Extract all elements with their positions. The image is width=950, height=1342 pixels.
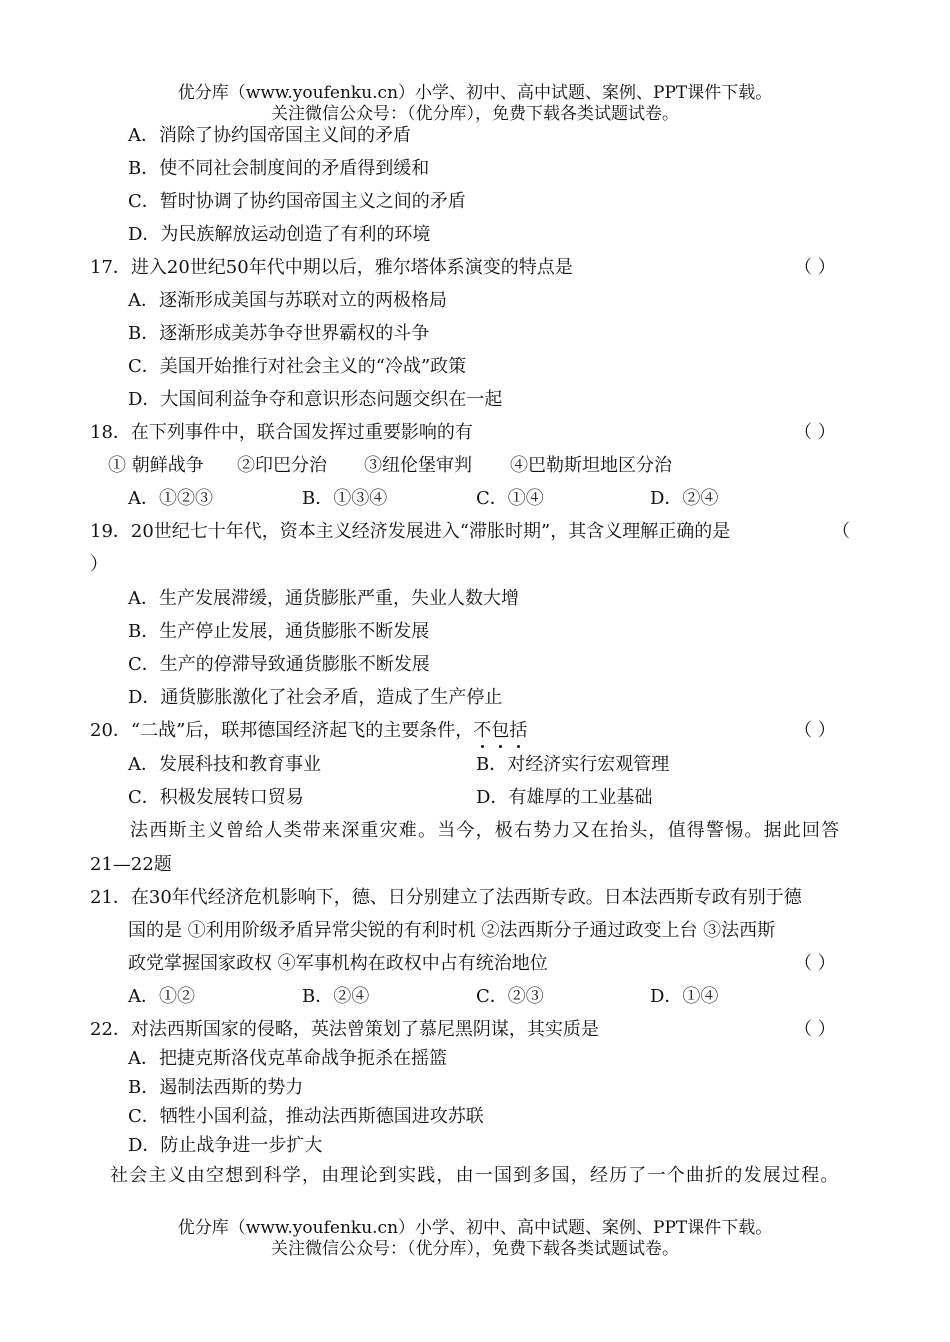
q18-item-1: ① 朝鲜战争 <box>108 455 204 476</box>
q17-stem: 17．进入20世纪50年代中期以后，雅尔塔体系演变的特点是 <box>90 257 573 278</box>
q20-stem-text: 20．“二战”后，联邦德国经济起飞的主要条件， <box>90 720 474 741</box>
q20-option-d: D．有雄厚的工业基础 <box>476 787 653 808</box>
q16-option-c: C．暂时协调了协约国帝国主义之间的矛盾 <box>128 191 466 212</box>
q17-option-c: C．美国开始推行对社会主义的“冷战”政策 <box>128 356 467 377</box>
q21-answer-paren: （ ） <box>794 953 836 974</box>
q22-answer-paren: （ ） <box>794 1019 836 1040</box>
q19-option-a: A．生产发展滞缓，通货膨胀严重，失业人数大增 <box>128 588 519 609</box>
q22-stem: 22．对法西斯国家的侵略，英法曾策划了慕尼黑阴谋，其实质是 <box>90 1019 599 1040</box>
q22-option-a: A．把捷克斯洛伐克革命战争扼杀在摇篮 <box>128 1048 447 1069</box>
q18-option-a: A．①②③ <box>128 488 213 509</box>
q20-emphasis-char-1: 不 <box>473 716 491 742</box>
q21-stem-line-2: 国的是 ①利用阶级矛盾异常尖锐的有利时机 ②法西斯分子通过政变上台 ③法西斯 <box>128 920 776 941</box>
q21-option-a: A．①② <box>128 986 195 1007</box>
q20-emphasis-char-2: 包 <box>491 716 509 742</box>
q18-stem: 18．在下列事件中，联合国发挥过重要影响的有 <box>90 422 473 443</box>
q19-paren-open: （ <box>832 521 850 542</box>
q16-option-a: A．消除了协约国帝国主义间的矛盾 <box>128 125 411 146</box>
q19-option-c: C．生产的停滞导致通货膨胀不断发展 <box>128 654 430 675</box>
q19-paren-close: ） <box>90 554 108 575</box>
q21-option-d: D．①④ <box>650 986 719 1007</box>
q20-emphasis-char-3: 括 <box>509 716 527 742</box>
q17-option-a: A．逐渐形成美国与苏联对立的两极格局 <box>128 290 447 311</box>
q18-item-2: ②印巴分治 <box>237 455 327 476</box>
q21-stem-line-1: 21．在30年代经济危机影响下，德、日分别建立了法西斯专政。日本法西斯专政有别于德 <box>90 887 802 908</box>
q18-option-b: B．①③④ <box>302 488 388 509</box>
q20-answer-paren: （ ） <box>794 720 836 741</box>
q21-option-b: B．②④ <box>302 986 370 1007</box>
intro-21-22-line-2: 21—22题 <box>90 854 172 875</box>
q20-option-b: B．对经济实行宏观管理 <box>476 754 670 775</box>
footer-line-1: 优分库（www.youfenku.cn）小学、初中、高中试题、案例、PPT课件下载。 <box>177 1218 773 1238</box>
q16-option-d: D．为民族解放运动创造了有利的环境 <box>128 224 431 245</box>
q18-option-c: C．①④ <box>476 488 544 509</box>
q18-item-3: ③纽伦堡审判 <box>364 455 472 476</box>
q21-stem-line-3: 政党掌握国家政权 ④军事机构在政权中占有统治地位 <box>128 953 548 974</box>
footer-line-2: 关注微信公众号：（优分库），免费下载各类试题试卷。 <box>271 1239 679 1259</box>
header-line-1: 优分库（www.youfenku.cn）小学、初中、高中试题、案例、PPT课件下载。 <box>177 83 773 103</box>
q19-stem: 19．20世纪七十年代，资本主义经济发展进入“滞胀时期”，其含义理解正确的是 <box>90 521 731 542</box>
q16-option-b: B．使不同社会制度间的矛盾得到缓和 <box>128 158 430 179</box>
q18-option-d: D．②④ <box>650 488 719 509</box>
header-line-2: 关注微信公众号：（优分库），免费下载各类试题试卷。 <box>271 104 679 124</box>
q17-option-b: B．逐渐形成美苏争夺世界霸权的斗争 <box>128 323 430 344</box>
q22-option-b: B．遏制法西斯的势力 <box>128 1077 304 1098</box>
q19-option-d: D．通货膨胀激化了社会矛盾，造成了生产停止 <box>128 687 503 708</box>
q20-stem <box>90 716 527 742</box>
q22-option-c: C．牺牲小国利益，推动法西斯德国进攻苏联 <box>128 1106 484 1127</box>
q19-option-b: B．生产停止发展，通货膨胀不断发展 <box>128 621 430 642</box>
q17-option-d: D．大国间利益争夺和意识形态问题交织在一起 <box>128 389 503 410</box>
q18-item-4: ④巴勒斯坦地区分治 <box>510 455 672 476</box>
closing-passage: 社会主义由空想到科学，由理论到实践，由一国到多国，经历了一个曲折的发展过程。 <box>110 1165 840 1186</box>
intro-21-22-line-1: 法西斯主义曾给人类带来深重灾难。当今，极右势力又在抬头，值得警惕。据此回答 <box>130 820 841 841</box>
q21-option-c: C．②③ <box>476 986 544 1007</box>
q17-answer-paren: （ ） <box>794 257 836 278</box>
q22-option-d: D．防止战争进一步扩大 <box>128 1135 323 1156</box>
q18-answer-paren: （ ） <box>794 422 836 443</box>
q20-option-c: C．积极发展转口贸易 <box>128 787 304 808</box>
q20-option-a: A．发展科技和教育事业 <box>128 754 321 775</box>
